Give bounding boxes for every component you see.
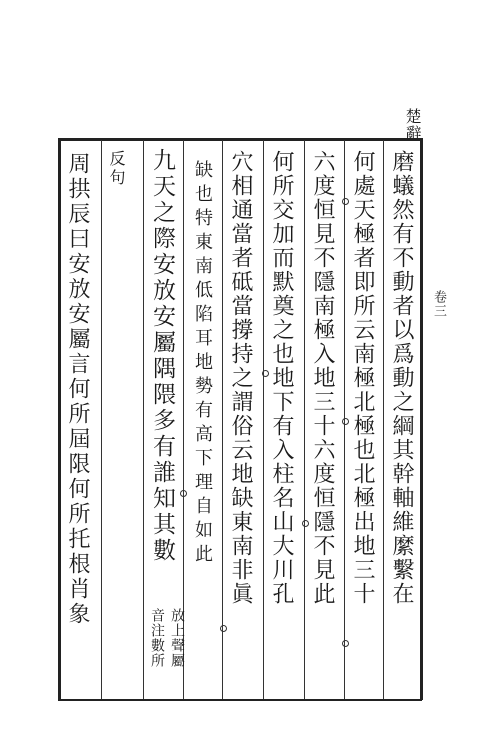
punctuation-mark <box>262 370 269 377</box>
text-column-4: 何所交加而默奠之也地下有入柱名山大川孔 <box>269 150 294 606</box>
column-rule <box>101 140 102 699</box>
punctuation-mark <box>220 625 227 632</box>
frame-bottom-border <box>58 699 422 701</box>
margin-chapter: 卷三 <box>431 290 446 318</box>
text-column-6: 缺也特東南低陷耳地勢有高下理自如此 <box>192 160 213 568</box>
punctuation-mark <box>342 418 349 425</box>
text-column-9: 周拱辰曰安放安屬言何所屆限何所托根肖象 <box>65 152 90 627</box>
punctuation-mark <box>180 490 187 497</box>
text-column-2: 何處天極者即所云南極北極也北極出地三十 <box>350 150 375 606</box>
column-rule <box>263 140 264 699</box>
text-column-7: 九天之際安放安屬隅隈多有誰知其數 <box>149 148 175 564</box>
annotation-left: 音注數所 <box>149 608 165 668</box>
column-rule <box>222 140 223 699</box>
column-rule <box>143 140 144 699</box>
punctuation-mark <box>342 640 349 647</box>
text-column-3: 六度恒見不隱南極入地三十六度恒隱不見此 <box>310 150 335 606</box>
text-column-8: 反句 <box>107 150 126 188</box>
margin-title: 楚辭 <box>403 108 422 142</box>
frame-left-border <box>58 138 61 700</box>
frame-top-border <box>58 138 422 141</box>
frame-right-border <box>420 138 423 700</box>
annotation-right: 放上聲屬 <box>169 608 185 668</box>
text-column-1: 磨蟻然有不動者以爲動之綱其幹軸維縻繫在 <box>389 150 414 606</box>
punctuation-mark <box>302 520 309 527</box>
column-rule <box>383 140 384 699</box>
punctuation-mark <box>342 198 349 205</box>
text-column-5: 穴相通當者砥當撐持之謂俗云地缺東南非眞 <box>228 150 253 606</box>
column-rule <box>304 140 305 699</box>
